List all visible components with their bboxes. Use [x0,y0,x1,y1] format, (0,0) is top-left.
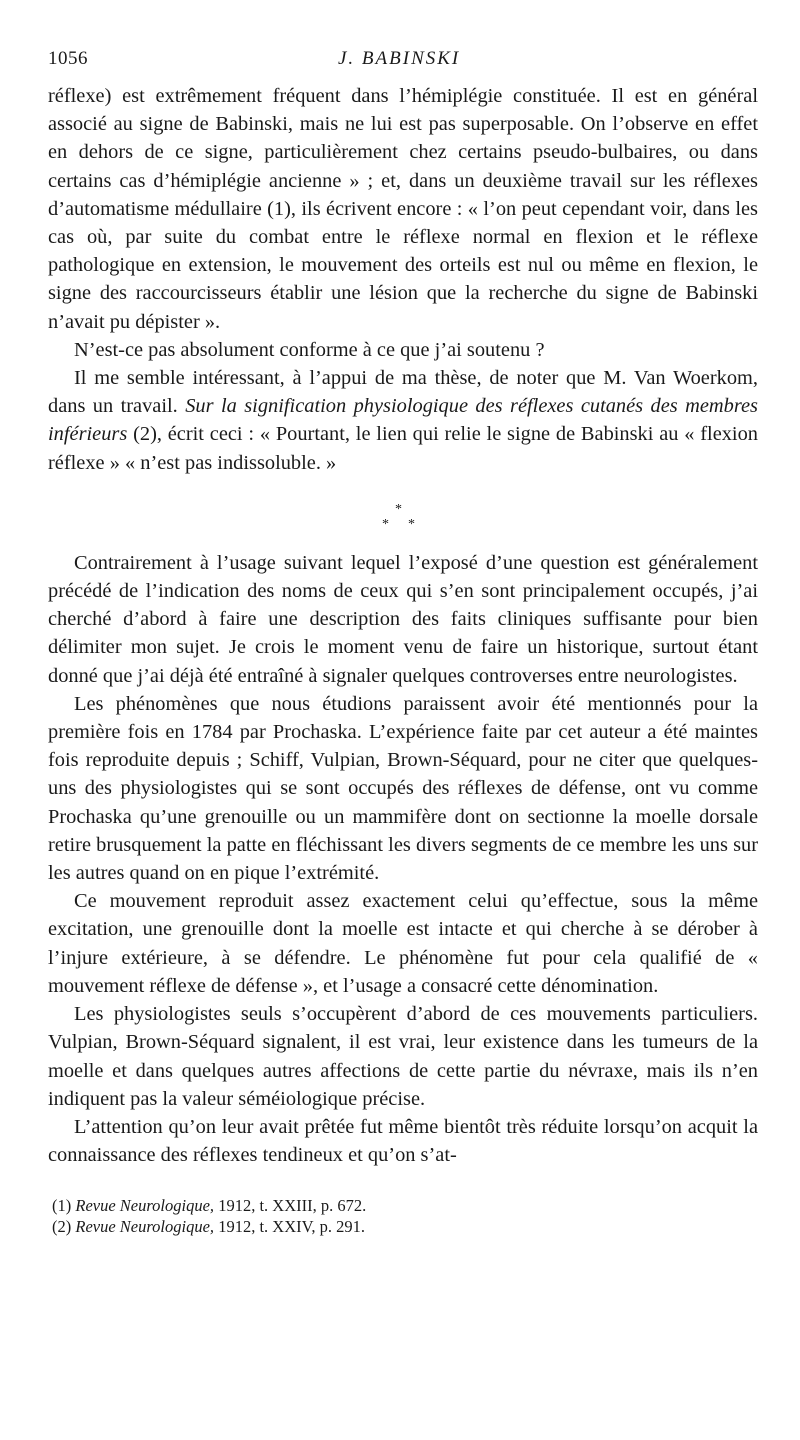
paragraph-3-end: (2), écrit ceci : « Pourtant, le lien qui relie le signe de Babinski au « flexion réflexe » « n’est pas indissoluble. » [48,423,758,474]
footnote-1-details: 1912, t. XXIII, p. 672. [218,1196,367,1216]
body-text [48,82,758,1169]
paragraph-6: Ce mouvement reproduit assez exactement celui qu’effectue, sous la même excitation, une grenouille dont la moelle est intacte et qui cherche à se dérober à l’injure extérieure, à se défendre. Le phénomène fut pour cela qualifié de « mouvement réflexe de défense », et l’usage a consacré cette dénomination. [48,890,758,997]
paragraph-8: L’attention qu’on leur avait prêtée fut même bientôt très réduite lorsqu’on acquit la connaissance des réflexes tendineux et qu’on s’at- [48,1115,758,1167]
asterism-star-right: * [408,516,415,532]
paragraph-2: N’est-ce pas absolument conforme à ce que j’ai soutenu ? [74,338,545,361]
footnote-2-details: 1912, t. XXIV, p. 291. [218,1217,366,1237]
header-author: J. BABINSKI [338,48,461,69]
footnote-2-journal: Revue Neurologique, [75,1217,215,1237]
footnote-1-journal: Revue Neurologique, [75,1196,215,1216]
paragraph-5: Les phénomènes que nous étudions paraissent avoir été mentionnés pour la première fois en 1784 par Prochaska. L’expérience faite par cet auteur a été maintes fois reproduite depuis ; Schiff, Vulpian, Brown-Séquard, pour ne citer que quelques-uns des physiologistes qui se sont occupés des réflexes de défense, ont vu comme Prochaska qu’une grenouille ou un mammifère dont on sectionne la moelle dorsale retire brusquement la patte en fléchissant les divers segments de ce membre les uns sur les autres quand on en pique l’extrémité. [48,692,758,885]
page [48,48,758,1237]
footnote-1-number: (1) [52,1196,72,1216]
page-number: 1056 [48,48,88,69]
paragraph-7: Les physiologistes seuls s’occupèrent d’abord de ces mouvements particuliers. Vulpian, Brown-Séquard signalent, il est vrai, leur existence dans les tumeurs de la moelle et dans quelques autres affections de cette partie du névraxe, mais ils n’en indiquent pas la valeur séméiologique précise. [48,1003,758,1110]
asterism-star-left: * [382,516,389,532]
paragraph-3 [48,364,758,477]
paragraph-4: Contrairement à l’usage suivant lequel l’exposé d’une question est généralement précédé de l’indication des noms de ceux qui s’en sont principalement occupés, j’ai cherché d’abord à faire une description des faits cliniques suffisante pour bien délimiter mon sujet. Je crois le moment venu de faire un historique, surtout étant donné que j’ai déjà été entraîné à signaler quelques controverses entre neurologistes. [48,551,758,687]
footnote-2 [48,1216,758,1237]
asterism [48,483,758,539]
article-title: Sur la signification physiologique des réflexes cutanés des membres inférieurs [48,395,758,446]
footnote-1 [48,1195,758,1216]
footnotes [48,1195,758,1237]
running-head [48,48,758,82]
paragraph-1: réflexe) est extrêmement fréquent dans l’hémiplégie constituée. Il est en général associé au signe de Babinski, mais ne lui est pas superposable. On l’observe en effet en dehors de ce signe, particulièrement chez certains pseudo-bulbaires, ou dans certains cas d’hémiplégie ancienne » ; et, dans un deuxième travail sur les réflexes d’automatisme médullaire (1), ils écrivent encore : « l’on peut cependant voir, dans les cas où, par suite du combat entre le réflexe normal en flexion et le réflexe pathologique en extension, le mouvement des orteils est nul ou même en flexion, le signe des raccourcisseurs établir une lésion que la recherche du signe de Babinski n’avait pu dépister ». [48,85,758,333]
footnote-2-number: (2) [52,1217,72,1237]
paragraph-3-start: Il me semble intéressant, à l’appui de ma thèse, de noter que M. Van Woerkom, dans un travail. [48,367,758,418]
asterism-star-top: * [395,501,402,517]
